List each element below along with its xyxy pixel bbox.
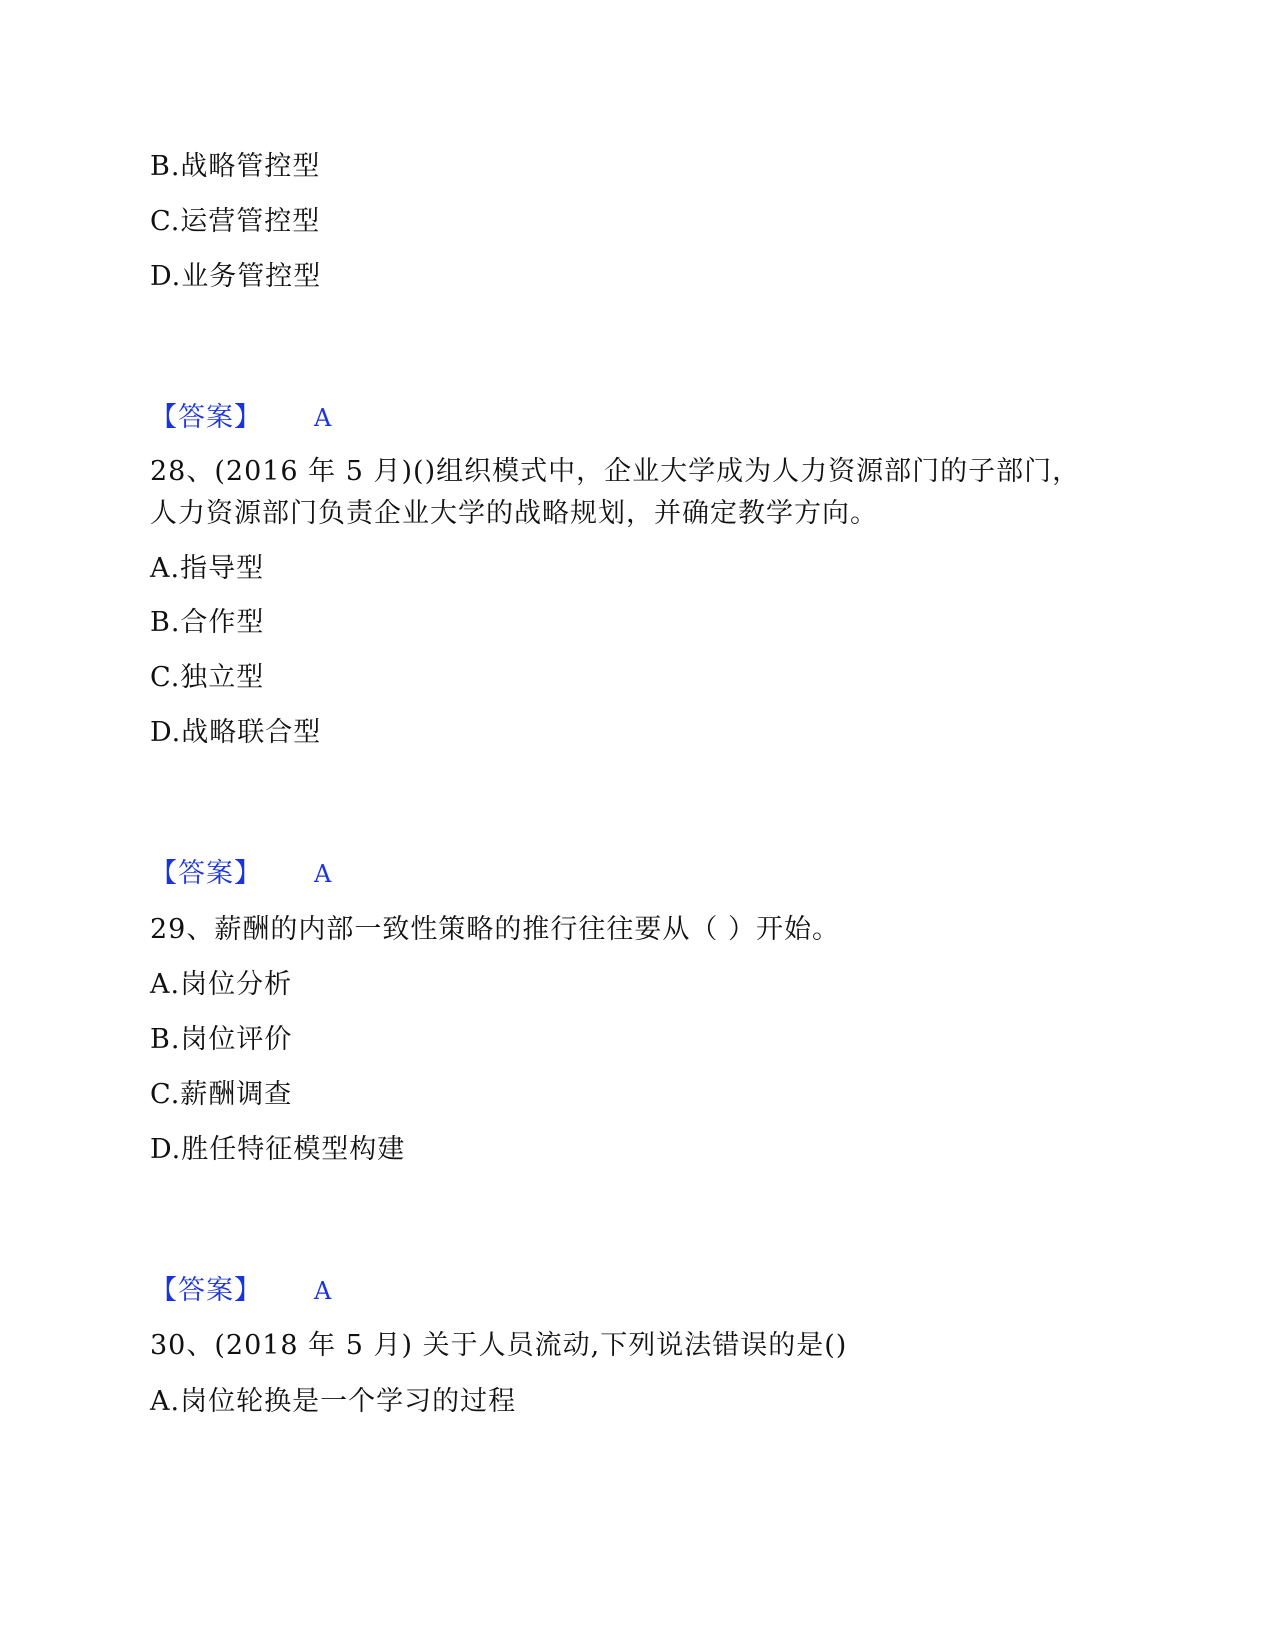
q29-answer [150, 1273, 332, 1309]
q28-option-a: A.指导型 [150, 553, 265, 584]
answer-value: A [314, 404, 333, 432]
answer-value: A [314, 860, 333, 888]
q29-stem: 29、薪酬的内部一致性策略的推行往往要从（ ）开始。 [150, 914, 840, 945]
q29-option-a: A.岗位分析 [150, 969, 293, 1000]
q29-option-d: D.胜任特征模型构建 [150, 1134, 406, 1165]
q27-option-d: D.业务管控型 [150, 261, 322, 292]
q30-stem: 30、(2018 年 5 月) 关于人员流动,下列说法错误的是() [150, 1330, 848, 1361]
q27-option-b: B.战略管控型 [150, 151, 321, 182]
answer-label: 【答案】 [150, 858, 262, 889]
q28-answer [150, 856, 332, 892]
q28-option-d: D.战略联合型 [150, 717, 322, 748]
answer-label: 【答案】 [150, 1275, 262, 1306]
q27-answer [150, 400, 332, 436]
q29-option-b: B.岗位评价 [150, 1024, 293, 1055]
q29-option-c: C.薪酬调查 [150, 1079, 293, 1110]
answer-label: 【答案】 [150, 402, 262, 433]
q28-option-c: C.独立型 [150, 662, 265, 693]
answer-value: A [314, 1277, 333, 1305]
q28-stem-line2: 人力资源部门负责企业大学的战略规划，并确定教学方向。 [150, 498, 878, 529]
q30-option-a: A.岗位轮换是一个学习的过程 [150, 1386, 517, 1417]
q28-stem-line1: 28、(2016 年 5 月)()组织模式中，企业大学成为人力资源部门的子部门， [150, 456, 1081, 487]
q27-option-c: C.运营管控型 [150, 206, 321, 237]
q28-option-b: B.合作型 [150, 607, 265, 638]
